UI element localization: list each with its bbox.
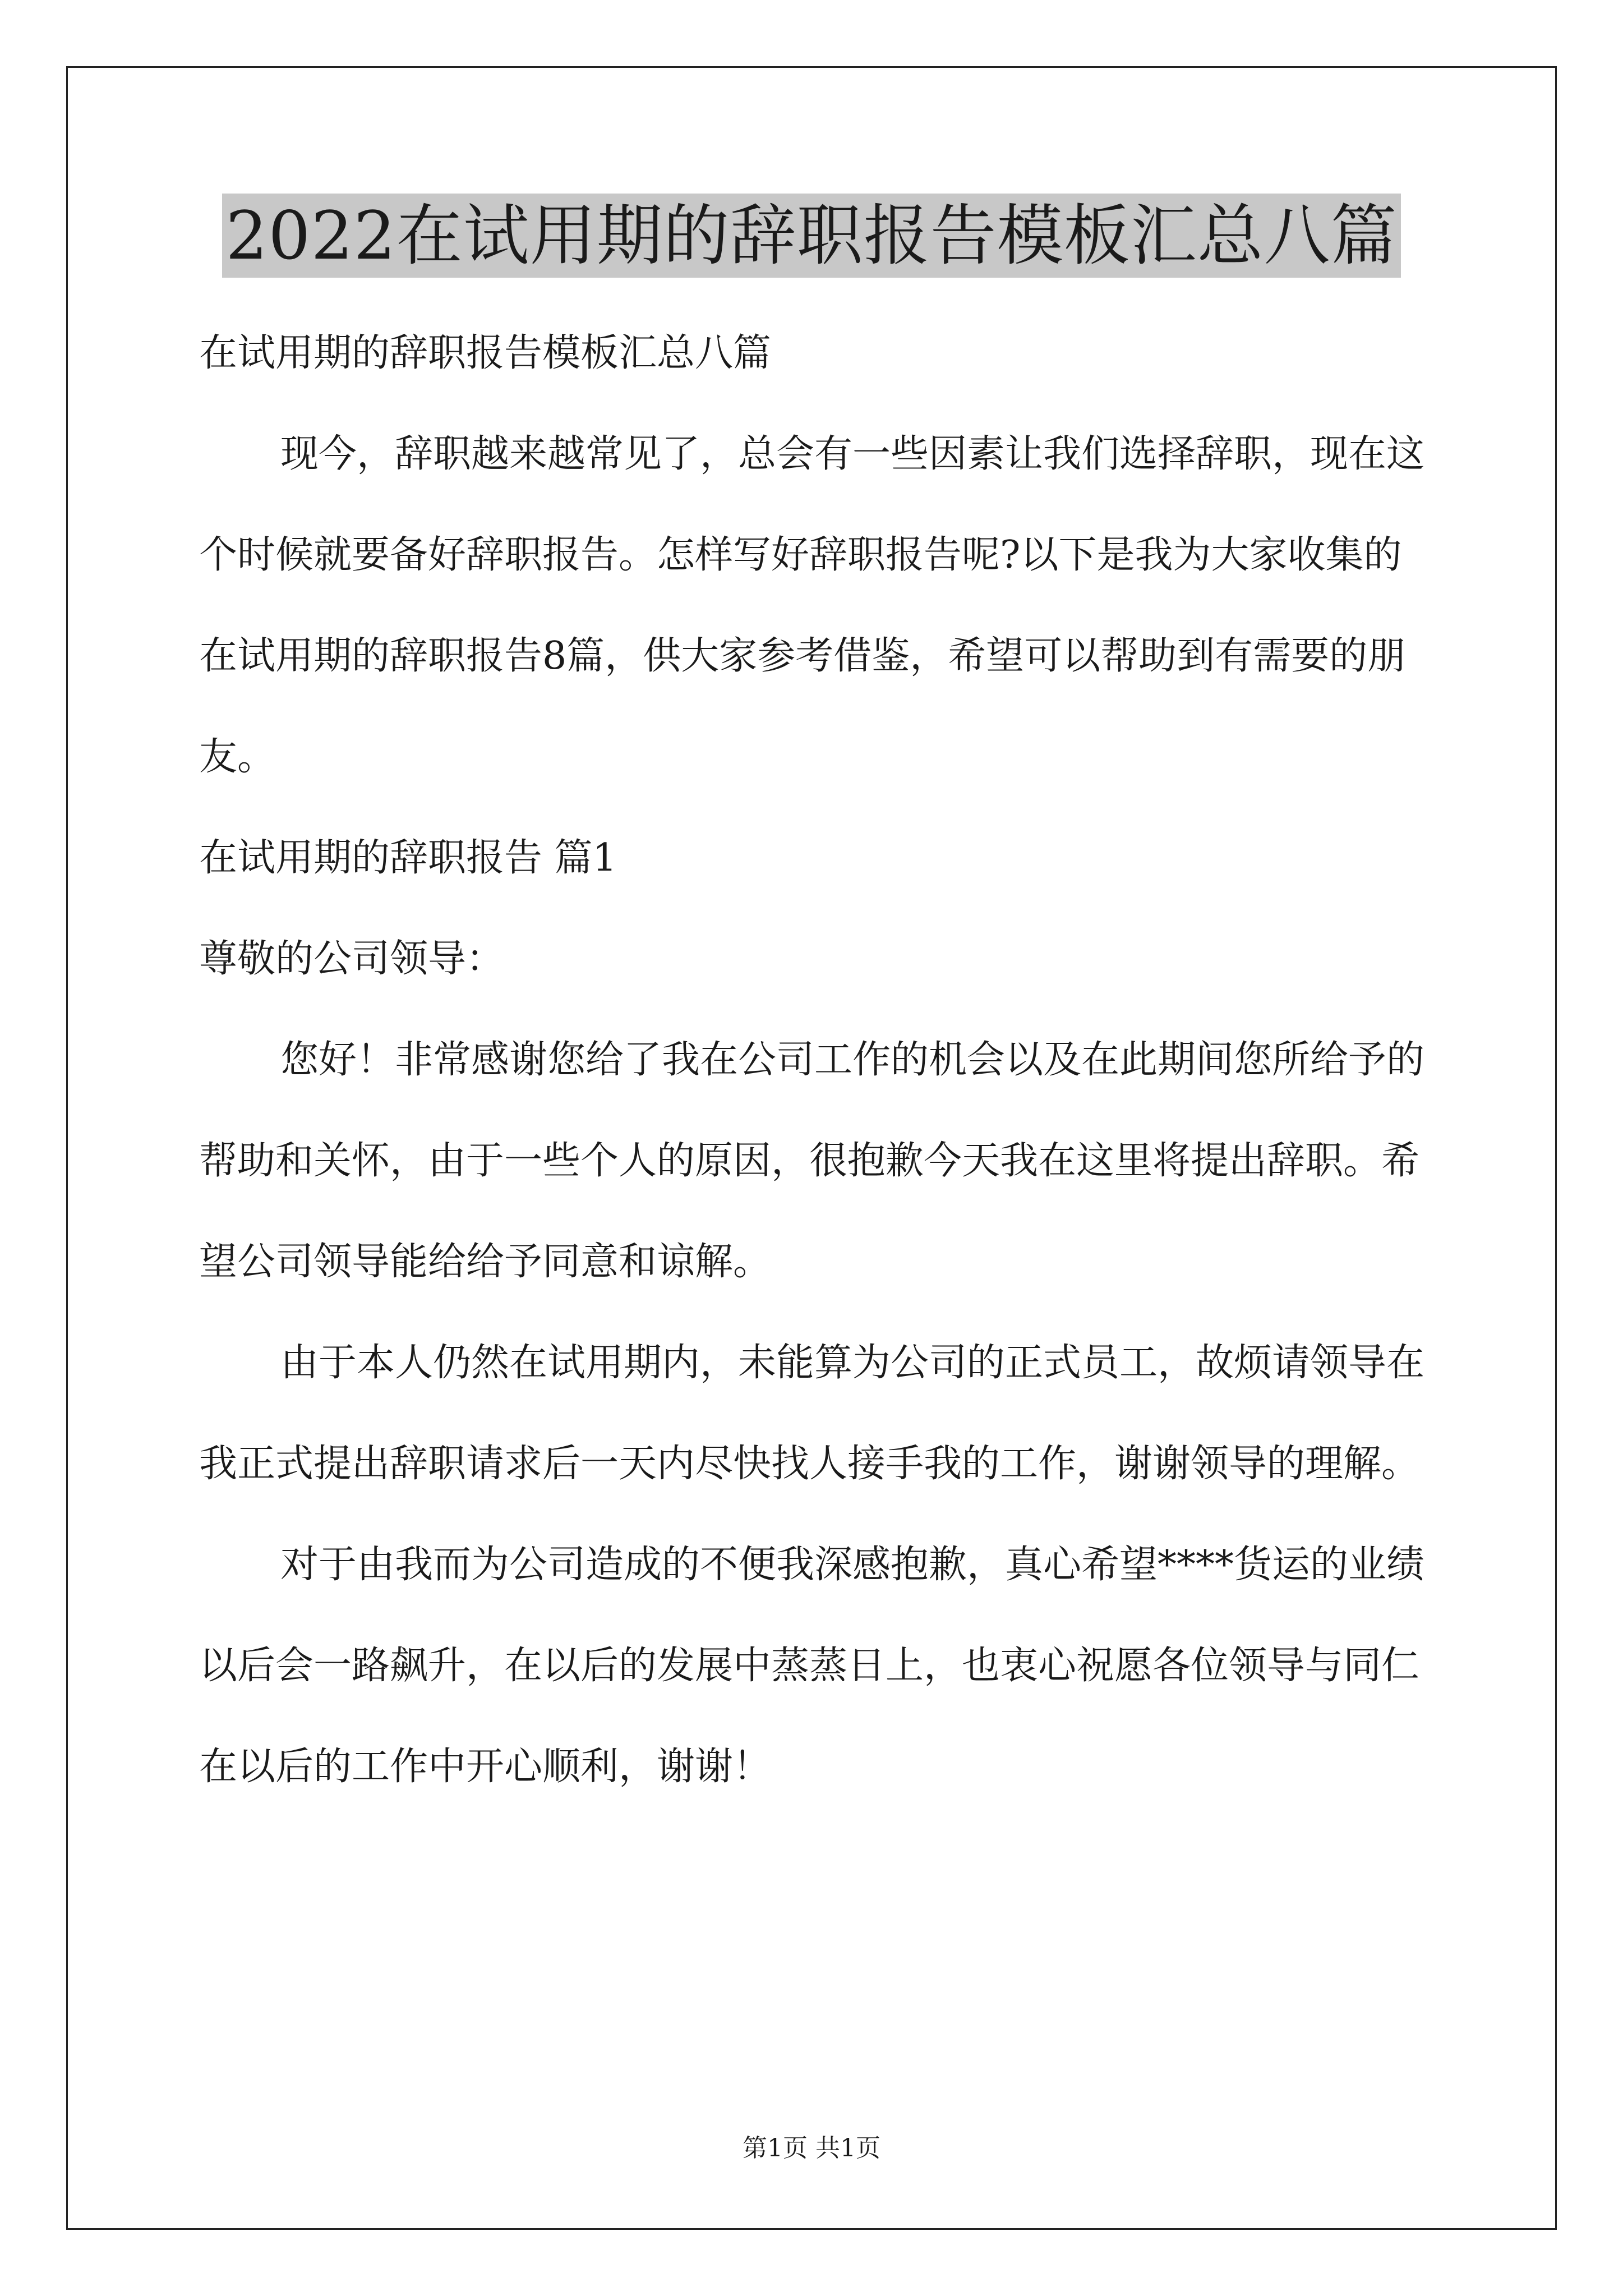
salutation: 尊敬的公司领导： <box>199 937 505 981</box>
title-container <box>0 194 1623 278</box>
subtitle: 在试用期的辞职报告模板汇总八篇 <box>199 331 772 375</box>
section-heading: 在试用期的辞职报告 篇1 <box>199 836 617 880</box>
document-title: 2022在试用期的辞职报告模板汇总八篇 <box>222 194 1400 278</box>
body-paragraph: 您好！非常感谢您给了我在公司工作的机会以及在此期间您所给予的帮助和关怀，由于一些个人的原因，很抱歉今天我在这里将提出辞职。希望公司领导能给给予同意和谅解。 <box>199 1038 1425 1284</box>
body-paragraph: 由于本人仍然在试用期内，未能算为公司的正式员工，故烦请领导在我正式提出辞职请求后一天内尽快找人接手我的工作，谢谢领导的理解。 <box>199 1341 1425 1486</box>
document-body <box>199 303 1433 1818</box>
body-paragraph: 对于由我而为公司造成的不便我深感抱歉，真心希望****货运的业绩以后会一路飙升，在以后的发展中蒸蒸日上，也衷心祝愿各位领导与同仁在以后的工作中开心顺利，谢谢！ <box>199 1543 1425 1789</box>
page-footer: 第1页 共1页 <box>743 2134 880 2162</box>
intro-paragraph: 现今，辞职越来越常见了，总会有一些因素让我们选择辞职，现在这个时候就要备好辞职报告。怎样写好辞职报告呢?以下是我为大家收集的在试用期的辞职报告8篇，供大家参考借鉴，希望可以帮助到有需要的朋友。 <box>199 432 1425 779</box>
